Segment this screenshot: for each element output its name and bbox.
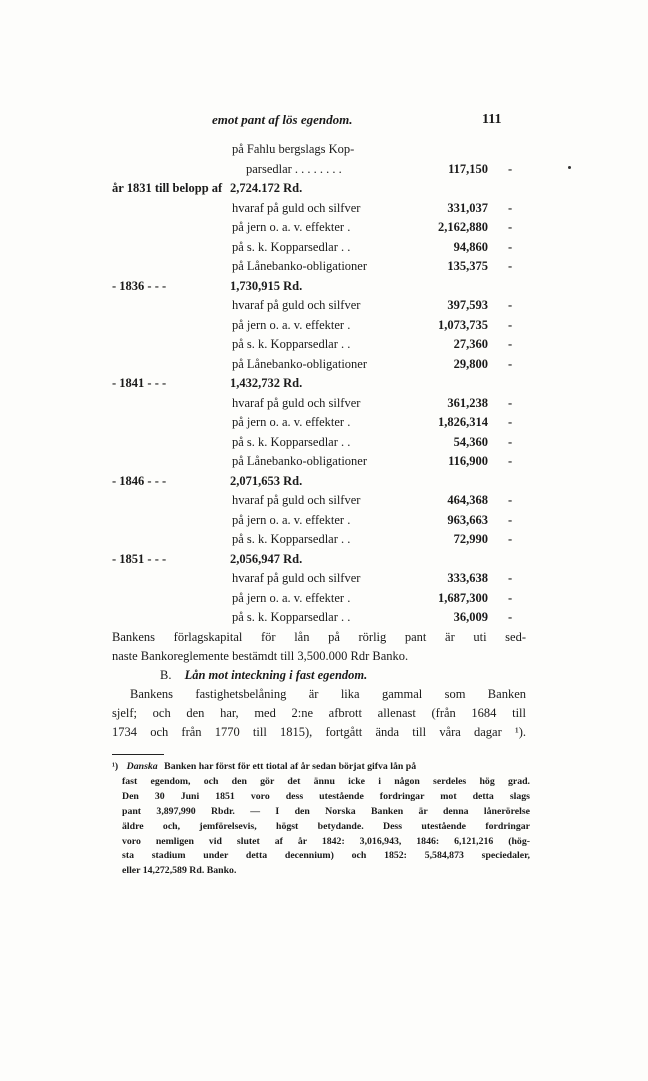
footnote-rule bbox=[112, 754, 164, 755]
paragraph-line: Bankens förlagskapital för lån på rörlig pant är uti sed- bbox=[112, 630, 526, 644]
row-dash: - bbox=[508, 259, 513, 273]
row-value: 135,375 bbox=[447, 259, 488, 273]
row-dash: - bbox=[508, 240, 513, 254]
row-dash: - bbox=[508, 591, 513, 605]
row-label: på Lånebanko-obligationer bbox=[232, 357, 368, 371]
row-value: 397,593 bbox=[447, 298, 488, 312]
footnote-line: äldre och, jemförelsevis, högst betydande. Dess utestående fordringar bbox=[122, 820, 530, 832]
row-total: 2,071,653 Rd. bbox=[230, 474, 303, 488]
row-value: 331,037 bbox=[447, 201, 488, 215]
row-year-prefix: - 1841 - - - bbox=[112, 376, 167, 390]
section-title: Lån mot inteckning i fast egendom. bbox=[184, 668, 368, 682]
row-label: på s. k. Kopparsedlar . . bbox=[232, 610, 351, 624]
row-label: på jern o. a. v. effekter . bbox=[232, 415, 351, 429]
running-title: emot pant af lös egendom. bbox=[212, 112, 353, 127]
row-dash: - bbox=[508, 532, 513, 546]
footnote-line: fast egendom, och den gör det ännu icke i någon serdeles hög grad. bbox=[122, 775, 530, 787]
row-label: hvaraf på guld och silfver bbox=[232, 201, 361, 215]
row-value: 94,860 bbox=[453, 240, 488, 254]
row-label: på jern o. a. v. effekter . bbox=[232, 220, 351, 234]
row-value: 54,360 bbox=[453, 435, 488, 449]
row-dash: - bbox=[508, 162, 513, 176]
row-dash: - bbox=[508, 357, 513, 371]
row-label: på Lånebanko-obligationer bbox=[232, 259, 368, 273]
row-year-prefix: - 1836 - - - bbox=[112, 279, 167, 293]
print-speck bbox=[568, 166, 571, 169]
row-label: på jern o. a. v. effekter . bbox=[232, 591, 351, 605]
row-value: 963,663 bbox=[447, 513, 488, 527]
section-letter: B. bbox=[160, 668, 172, 682]
row-value: 117,150 bbox=[448, 162, 488, 176]
footnote-line: Banken har först för ett tiotal af år sedan börjat gifva lån på bbox=[164, 761, 417, 772]
footnote-line: sta stadium under detta decennium) och 1852: 5,584,873 speciedaler, bbox=[122, 850, 530, 862]
row-label: på Fahlu bergslags Kop- bbox=[232, 142, 355, 156]
row-dash: - bbox=[508, 435, 513, 449]
row-label: på jern o. a. v. effekter . bbox=[232, 318, 351, 332]
row-value: 2,162,880 bbox=[438, 220, 488, 234]
row-value: 72,990 bbox=[453, 532, 488, 546]
row-year-prefix: - 1846 - - - bbox=[112, 474, 167, 488]
row-dash: - bbox=[508, 493, 513, 507]
paragraph-line: sjelf; och den har, med 2:ne afbrott allenast (från 1684 till bbox=[112, 706, 526, 720]
row-label: på jern o. a. v. effekter . bbox=[232, 513, 351, 527]
row-dash: - bbox=[508, 415, 513, 429]
row-value: 361,238 bbox=[447, 396, 488, 410]
footnote-line: Den 30 Juni 1851 voro dess utestående fordringar mot detta slags bbox=[122, 790, 530, 802]
footnote-line: voro nemligen vid slutet af år 1842: 3,016,943, 1846: 6,121,216 (hög- bbox=[122, 835, 530, 847]
row-value: 464,368 bbox=[447, 493, 488, 507]
row-dash: - bbox=[508, 201, 513, 215]
row-label: på s. k. Kopparsedlar . . bbox=[232, 532, 351, 546]
footnote-bank-name: Danska bbox=[126, 761, 158, 772]
row-dash: - bbox=[508, 337, 513, 351]
row-dash: - bbox=[508, 571, 513, 585]
row-label: på s. k. Kopparsedlar . . bbox=[232, 435, 351, 449]
row-total: 2,724.172 Rd. bbox=[230, 181, 303, 195]
footnote-marker: ¹) bbox=[112, 761, 119, 772]
row-label: på s. k. Kopparsedlar . . bbox=[232, 240, 351, 254]
row-year-prefix: år 1831 till belopp af bbox=[112, 181, 223, 195]
row-dash: - bbox=[508, 220, 513, 234]
footnote-line: eller 14,272,589 Rd. Banko. bbox=[122, 865, 237, 877]
row-label: hvaraf på guld och silfver bbox=[232, 571, 361, 585]
row-label: på s. k. Kopparsedlar . . bbox=[232, 337, 351, 351]
row-dash: - bbox=[508, 513, 513, 527]
row-label: parsedlar . . . . . . . . bbox=[246, 162, 342, 176]
row-total: 2,056,947 Rd. bbox=[230, 552, 303, 566]
row-value: 333,638 bbox=[447, 571, 488, 585]
row-value: 1,687,300 bbox=[438, 591, 488, 605]
footnote-line: pant 3,897,990 Rbdr. — I den Norska Banken är denna lånerörelse bbox=[122, 805, 530, 817]
row-year-prefix: - 1851 - - - bbox=[112, 552, 167, 566]
footnote bbox=[112, 760, 530, 879]
row-value: 1,826,314 bbox=[438, 415, 488, 429]
row-dash: - bbox=[508, 318, 513, 332]
row-total: 1,432,732 Rd. bbox=[230, 376, 303, 390]
row-total: 1,730,915 Rd. bbox=[230, 279, 303, 293]
page-header bbox=[0, 112, 648, 132]
paragraph-line: naste Bankoreglemente bestämdt till 3,500.000 Rdr Banko. bbox=[112, 649, 409, 663]
paragraph-line: Bankens fastighetsbelåning är lika gammal som Banken bbox=[130, 687, 526, 701]
row-label: hvaraf på guld och silfver bbox=[232, 298, 361, 312]
row-value: 36,009 bbox=[453, 610, 488, 624]
page-number: 111 bbox=[482, 112, 502, 127]
row-value: 27,360 bbox=[453, 337, 488, 351]
row-label: hvaraf på guld och silfver bbox=[232, 396, 361, 410]
row-dash: - bbox=[508, 396, 513, 410]
row-value: 116,900 bbox=[448, 454, 488, 468]
row-value: 1,073,735 bbox=[438, 318, 488, 332]
row-label: på Lånebanko-obligationer bbox=[232, 454, 368, 468]
row-dash: - bbox=[508, 610, 513, 624]
row-dash: - bbox=[508, 454, 513, 468]
row-dash: - bbox=[508, 298, 513, 312]
row-value: 29,800 bbox=[453, 357, 488, 371]
paragraph-line: 1734 och från 1770 till 1815), fortgått ända till våra dagar ¹). bbox=[112, 725, 526, 739]
row-label: hvaraf på guld och silfver bbox=[232, 493, 361, 507]
